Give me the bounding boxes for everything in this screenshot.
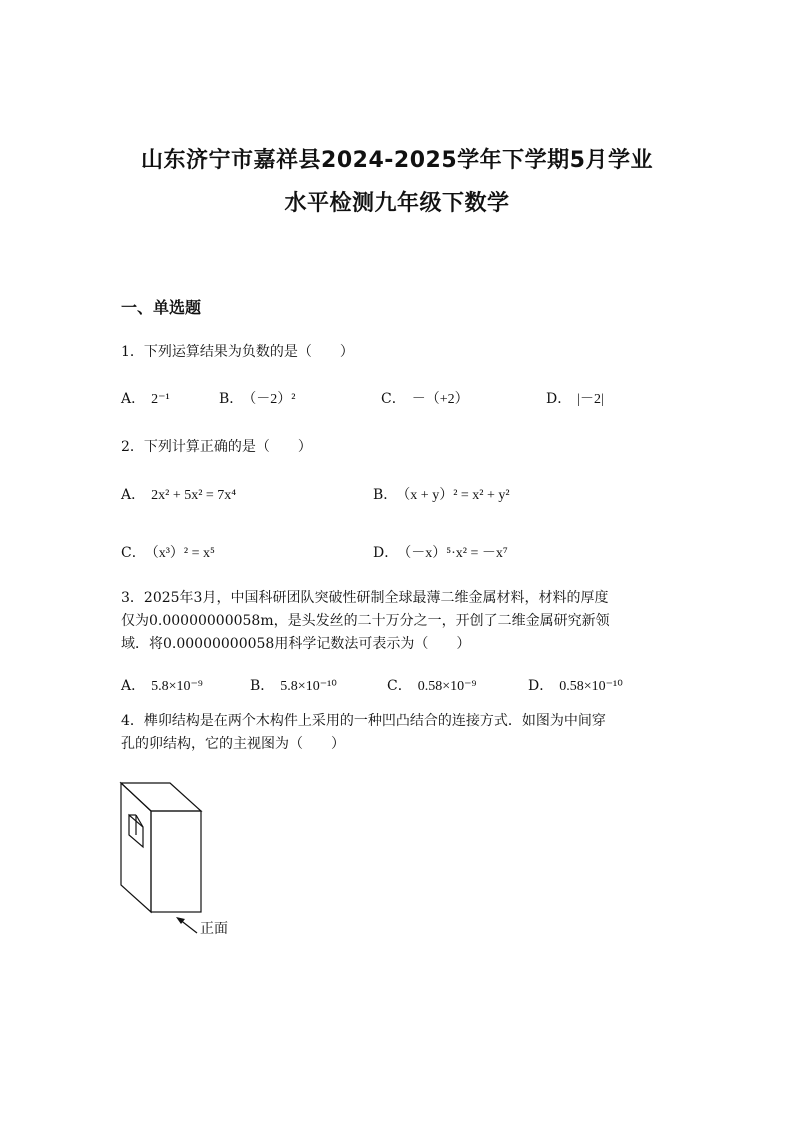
option-label: A． [121, 487, 146, 503]
block-left-face [121, 783, 151, 912]
option-label: A． [121, 678, 146, 694]
question-4-stem-line-1: 4．榫卯结构是在两个木构件上采用的一种凹凸结合的连接方式．如图为中间穿 [121, 713, 606, 729]
block-top-face [121, 783, 201, 811]
option-label: B． [219, 391, 244, 407]
question-4-stem-line-2: 孔的卯结构，它的主视图为（ ） [121, 736, 345, 752]
option-label: B． [373, 487, 398, 503]
question-2-option-d [373, 542, 508, 562]
option-expression: |－2| [577, 392, 604, 407]
block-front-face [151, 811, 201, 912]
question-3-option-d [528, 675, 623, 695]
question-1-stem: 1．下列运算结果为负数的是（ ） [121, 344, 354, 360]
question-2-option-c [121, 542, 215, 562]
question-3-option-b [250, 675, 337, 695]
question-2-stem: 2．下列计算正确的是（ ） [121, 439, 312, 455]
question-1-option-a [121, 388, 170, 408]
page-title-line-1: 山东济宁市嘉祥县2024-2025学年下学期5月学业 [141, 148, 653, 173]
section-heading: 一、单选题 [121, 298, 202, 317]
option-label: D． [546, 391, 572, 407]
option-expression: 5.8×10⁻⁹ [151, 679, 203, 694]
question-3-option-a [121, 675, 203, 695]
question-3-option-c [387, 675, 476, 695]
page-title-line-2: 水平检测九年级下数学 [284, 191, 510, 216]
option-expression: 0.58×10⁻⁹ [417, 679, 477, 694]
question-3-stem-line-2: 仅为0.00000000058m，是头发丝的二十万分之一，开创了二维金属研究新领 [121, 613, 610, 629]
question-2-option-b [373, 484, 510, 504]
option-expression: 2x² + 5x² = 7x⁴ [151, 488, 237, 503]
option-expression: （x + y）² = x² + y² [403, 488, 510, 503]
option-label: A． [121, 391, 146, 407]
option-expression: （－2）² [249, 392, 296, 407]
option-label: C． [387, 678, 412, 694]
option-label: D． [373, 545, 399, 561]
option-expression: 2⁻¹ [151, 392, 170, 407]
question-3-stem-line-3: 域．将0.00000000058用科学记数法可表示为（ ） [121, 636, 471, 652]
option-label: C． [381, 391, 406, 407]
option-expression: （－x）⁵·x² = －x⁷ [404, 546, 508, 561]
question-3-stem [121, 587, 681, 656]
mortise-block-figure [110, 775, 250, 945]
hole-inner-edge [136, 815, 143, 827]
option-label: D． [528, 678, 554, 694]
question-3-stem-line-1: 3．2025年3月，中国科研团队突破性研制全球最薄二维金属材料，材料的厚度 [121, 590, 609, 606]
figure-caption-front: 正面 [200, 921, 228, 937]
question-4-stem [121, 710, 681, 756]
question-2-option-a [121, 484, 236, 504]
option-label: C． [121, 545, 146, 561]
option-label: B． [250, 678, 275, 694]
question-1-option-b [219, 388, 296, 408]
option-expression: （x³）² = x⁵ [151, 546, 215, 561]
question-1-option-d [546, 388, 604, 408]
option-expression: 0.58×10⁻¹⁰ [559, 679, 623, 694]
option-expression: －（+2） [411, 392, 469, 407]
option-expression: 5.8×10⁻¹⁰ [280, 679, 337, 694]
question-1-option-c [381, 388, 469, 408]
